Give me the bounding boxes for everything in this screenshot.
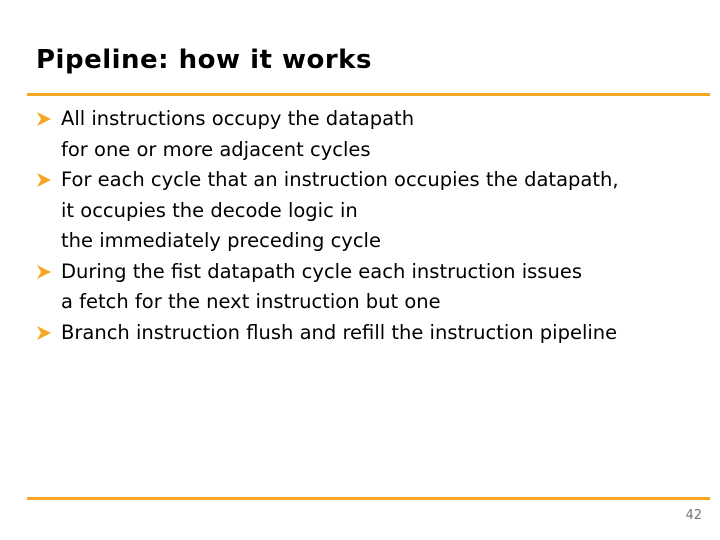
page-number: 42 bbox=[685, 508, 702, 523]
bullet-list bbox=[36, 104, 696, 348]
bullet-line: for one or more adjacent cycles bbox=[61, 137, 371, 161]
bullet-item bbox=[36, 318, 696, 349]
arrow-icon bbox=[36, 172, 52, 188]
title-divider bbox=[27, 93, 710, 96]
bullet-line: the immediately preceding cycle bbox=[61, 229, 381, 252]
bullet-line: For each cycle that an instruction occupies the datapath, bbox=[61, 168, 619, 191]
bullet-item bbox=[36, 165, 696, 257]
bullet-line: During the fist datapath cycle each instruction issues bbox=[61, 259, 582, 283]
bullet-item bbox=[36, 104, 696, 165]
slide-title: Pipeline: how it works bbox=[36, 45, 372, 75]
bullet-item bbox=[36, 257, 696, 318]
footer-divider bbox=[27, 497, 710, 500]
arrow-icon bbox=[36, 111, 52, 127]
arrow-icon bbox=[36, 325, 52, 341]
bullet-line: a fetch for the next instruction but one bbox=[61, 290, 441, 313]
arrow-icon bbox=[36, 264, 52, 280]
bullet-line: Branch instruction flush and refill the instruction pipeline bbox=[61, 320, 618, 344]
bullet-line: All instructions occupy the datapath bbox=[61, 107, 415, 130]
bullet-line: it occupies the decode logic in bbox=[61, 198, 358, 222]
